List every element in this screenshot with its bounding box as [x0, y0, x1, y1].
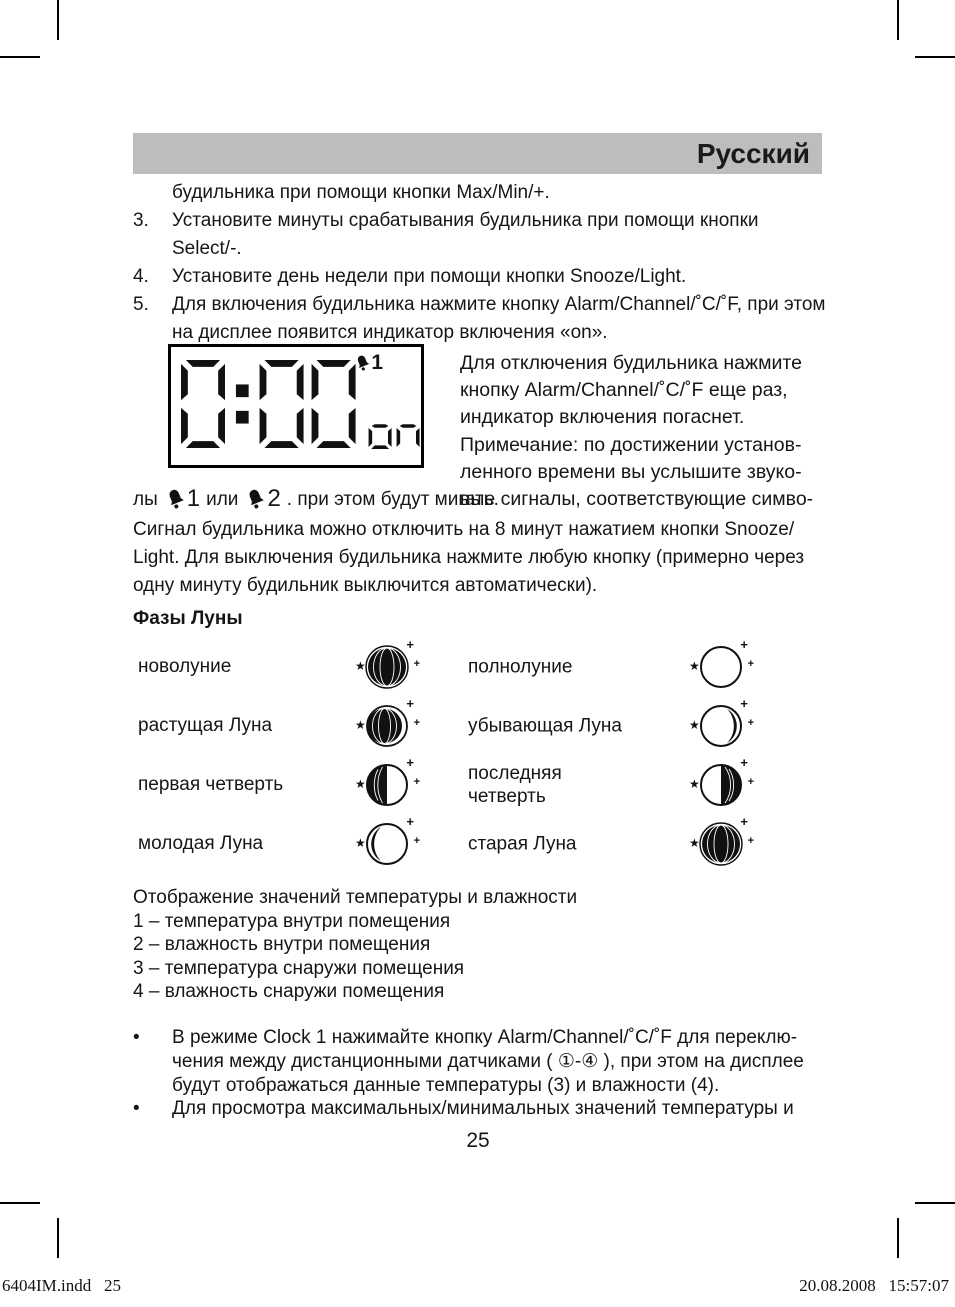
footer-file-name: 6404IM.indd 25 [2, 1276, 121, 1295]
star-icon: ★ [689, 658, 700, 673]
text-line: ленного времени вы услышите звуко- [460, 460, 802, 483]
crop-mark [915, 1202, 955, 1204]
star-icon: ★ [355, 776, 366, 791]
clock-segments [171, 347, 421, 465]
bullet-marker: • [133, 1027, 140, 1048]
text-fragment: лы [133, 489, 158, 510]
old-moon-icon [689, 813, 754, 872]
crop-mark [57, 1218, 59, 1258]
list-number: 4. [133, 266, 149, 287]
language-header-bar [133, 133, 822, 174]
text-line: индикатор включения погаснет. [460, 406, 745, 429]
list-number: 5. [133, 294, 149, 315]
legend-item: 3 – температура снаружи помещения [133, 957, 465, 979]
star-icon: ★ [355, 835, 366, 850]
sparkle-icon: + [747, 657, 754, 670]
sparkle-icon: + [747, 834, 754, 847]
star-icon: ★ [355, 717, 366, 732]
continuation-line: будильника при помощи кнопки Max/Min/+. [172, 182, 550, 203]
full-moon-icon [689, 636, 754, 695]
sparkle-icon: + [740, 754, 748, 770]
moon-phase-row [133, 637, 833, 696]
sparkle-icon: + [740, 695, 748, 711]
sparkle-icon: + [406, 813, 414, 829]
sparkle-icon: + [747, 716, 754, 729]
crop-mark [0, 56, 40, 58]
list-text: Для включения будильника нажмите кнопку Alarm/Channel/˚C/˚F, при этом на дисплее появится индикатор включения «on». [172, 294, 826, 343]
sparkle-icon: + [747, 775, 754, 788]
text-fragment: или [206, 489, 239, 510]
list-item [133, 291, 828, 347]
text-line: будут отображаться данные температуры (3) и влажности (4). [172, 1074, 720, 1096]
list-item [133, 263, 828, 291]
page-number: 25 [466, 1129, 490, 1152]
text-line: чения между дистанционными датчиками ( ①-④ ), при этом на дисплее [172, 1050, 804, 1072]
moon-phase-label: растущая Луна [138, 714, 273, 736]
sparkle-icon: + [413, 657, 420, 670]
moon-phase-label: полнолуние [468, 656, 573, 677]
sparkle-icon: + [413, 834, 420, 847]
moon-phase-row [133, 814, 833, 873]
text-line: Примечание: по достижении установ- [460, 433, 802, 456]
footer-timestamp: 20.08.2008 15:57:07 [799, 1276, 949, 1295]
text-line: кнопку Alarm/Channel/˚C/˚F еще раз, [460, 379, 788, 402]
first-quarter-moon-icon [355, 754, 420, 813]
alarm-bells-line [133, 487, 499, 511]
text-line: Сигнал будильника можно отключить на 8 минут нажатием кнопки Snooze/ [133, 519, 795, 540]
star-icon: ★ [689, 835, 700, 850]
bell-icon [246, 488, 266, 510]
bell-icon [166, 488, 186, 510]
moon-phases-heading: Фазы Луны [133, 608, 243, 629]
legend-item: 2 – влажность внутри помещения [133, 934, 431, 956]
temperature-section [133, 886, 833, 1004]
crop-mark [897, 0, 899, 40]
page-title: Русский [696, 138, 810, 169]
text-line: Для отключения будильника нажмите [460, 352, 802, 374]
moon-phase-label: молодая Луна [138, 832, 264, 854]
snooze-paragraph [133, 516, 843, 600]
text-line: вые сигналы, соответствующие симво- [460, 488, 814, 511]
young-moon-icon [355, 813, 420, 872]
sparkle-icon: + [406, 695, 414, 711]
alarm-indicator [355, 352, 383, 374]
moon-phase-label: убывающая Луна [468, 715, 622, 736]
text-line: Для просмотра максимальных/минимальных значений температуры и [172, 1098, 794, 1120]
waning-moon-icon [689, 695, 754, 754]
text-fragment: . при этом будут мигать. [286, 489, 499, 510]
list-text: Установите минуты срабатывания будильника при помощи кнопки Select/-. [172, 210, 759, 259]
moon-phase-label: новолуние [138, 655, 232, 677]
moon-phase-row [133, 755, 833, 814]
star-icon: ★ [689, 717, 700, 732]
sparkle-icon: + [413, 716, 420, 729]
legend-item: 1 – температура внутри помещения [133, 910, 451, 932]
bullet-item [133, 1026, 843, 1097]
crop-mark [915, 56, 955, 58]
text-line: Light. Для выключения будильника нажмите любую кнопку (примерно через [133, 547, 805, 568]
bell-icon [355, 354, 371, 372]
crop-mark [897, 1218, 899, 1258]
alarm-info-paragraph [460, 350, 855, 513]
list-item [133, 207, 828, 263]
crop-mark [0, 1202, 40, 1204]
new-moon-icon [355, 636, 420, 695]
alarm-number: 1 [371, 351, 383, 374]
moon-phase-label: первая четверть [138, 773, 284, 795]
sparkle-icon: + [406, 636, 414, 652]
section-title: Отображение значений температуры и влажности [133, 887, 578, 908]
moon-phase-row [133, 696, 833, 755]
moon-phase-label: старая Луна [468, 833, 577, 854]
sparkle-icon: + [740, 813, 748, 829]
sparkle-icon: + [740, 636, 748, 652]
bullet-text [172, 1097, 843, 1121]
sparkle-icon: + [413, 775, 420, 788]
waxing-moon-icon [355, 695, 420, 754]
text-line: одну минуту будильник выключится автоматически). [133, 575, 598, 596]
clock-display-figure [168, 344, 424, 468]
star-icon: ★ [355, 658, 366, 673]
list-number: 3. [133, 210, 149, 231]
legend-item: 4 – влажность снаружи помещения [133, 981, 445, 1003]
bullet-list [133, 1026, 843, 1121]
instruction-list [133, 179, 828, 347]
bullet-marker: • [133, 1098, 140, 1120]
last-quarter-moon-icon [689, 754, 754, 813]
crop-mark [57, 0, 59, 40]
moon-phase-label: последняя четверть [468, 762, 562, 807]
alarm-number: 1 [186, 485, 201, 512]
moon-phases-table [133, 637, 833, 873]
sparkle-icon: + [406, 754, 414, 770]
bullet-text [172, 1026, 843, 1097]
bullet-item [133, 1097, 843, 1121]
text-line: В режиме Clock 1 нажимайте кнопку Alarm/Channel/˚C/˚F для переклю- [172, 1027, 798, 1048]
star-icon: ★ [689, 776, 700, 791]
list-text: Установите день недели при помощи кнопки Snooze/Light. [172, 266, 687, 287]
alarm-number: 2 [267, 485, 281, 512]
